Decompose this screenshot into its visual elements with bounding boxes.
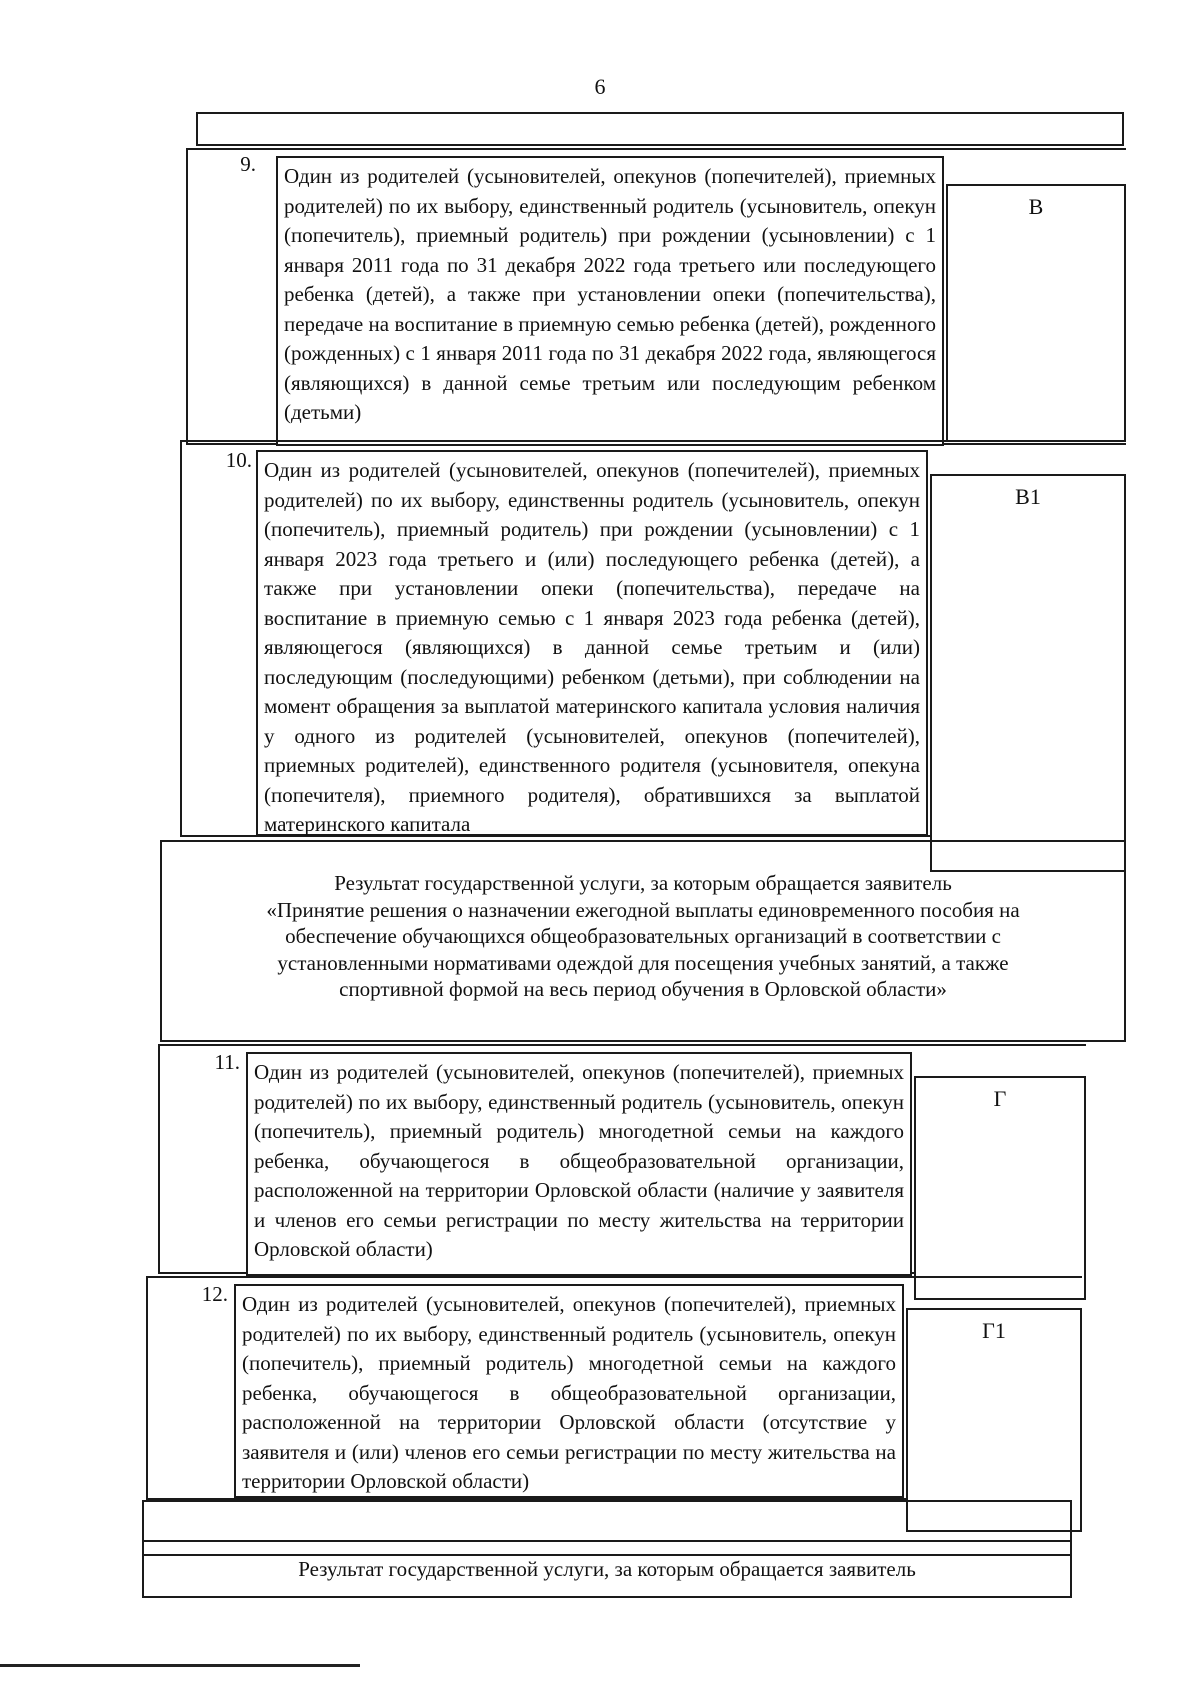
result-line: Результат государственной услуги, за которым обращается заявитель [334, 871, 952, 895]
row-number: 11. [214, 1050, 240, 1074]
page-number: 6 [594, 74, 606, 99]
row-code: Г1 [906, 1308, 1082, 1532]
footer-result-text: Результат государственной услуги, за которым обращается заявитель [298, 1557, 916, 1581]
result-line: спортивной формой на весь период обучения в Орловской области» [339, 977, 947, 1001]
service-result-block [160, 840, 1126, 1042]
result-line: обеспечение обучающихся общеобразовательных организаций в соответствии с [285, 924, 1001, 948]
scan-artifact-line [0, 1664, 360, 1667]
row-code: В1 [930, 474, 1126, 872]
row-number: 10. [225, 448, 252, 472]
row-description: Один из родителей (усыновителей, опекунов (попечителей), приемных родителей) по их выбору, единственны родитель (усыновитель, опекун (попечитель), приемный родитель) при рождении (усыновлении) с 1 января 2023 года третьего и (или) последующего ребенка (детей), а также при установлении опеки (попечительства), передаче на воспитание в приемную семью с 1 января 2023 года ребенка (детей), являющегося (являющихся) в данной семье третьим и (или) последующим (последующими) ребенком (детьми), при соблюдении на момент обращения за выплатой материнского капитала условия наличия у одного из родителей (усыновителей, опекунов (попечителей), приемных родителей), единственного родителя (усыновителя, опекуна (попечителя), приемного родителя), обратившихся за выплатой материнского капитала [256, 450, 928, 836]
row-code: В [946, 184, 1126, 442]
result-line: установленными нормативами одеждой для посещения учебных занятий, а также [277, 950, 1009, 975]
row-number: 12. [201, 1282, 228, 1306]
row-code: Г [914, 1076, 1086, 1300]
row-description: Один из родителей (усыновителей, опекунов (попечителей), приемных родителей) по их выбору, единственный родитель (усыновитель, опекун (попечитель), приемный родитель) многодетной семьи на каждого ребенка, обучающегося в общеобразовательной организации, расположенной на территории Орловской области (наличие у заявителя и членов его семьи регистрации по месту жительства на территории Орловской области) [246, 1052, 912, 1276]
result-line: «Принятие решения о назначении ежегодной выплаты единовременного пособия на [266, 897, 1020, 922]
row-number: 9. [240, 152, 256, 176]
row-description: Один из родителей (усыновителей, опекунов (попечителей), приемных родителей) по их выбору, единственный родитель (усыновитель, опекун (попечитель), приемный родитель) при рождении (усыновлении) с 1 января 2011 года по 31 декабря 2022 года третьего или последующего ребенка (детей), а также при установлении опеки (попечительства), передаче на воспитание в приемную семью ребенка (детей), рожденного (рожденных) с 1 января 2011 года по 31 декабря 2022 года, являющегося (являющихся) в данной семье третьим или последующим ребенком (детьми) [276, 156, 944, 446]
row-description: Один из родителей (усыновителей, опекунов (попечителей), приемных родителей) по их выбору, единственный родитель (усыновитель, опекун (попечитель), приемный родитель) многодетной семьи на каждого ребенка, обучающегося в общеобразовательной организации, расположенной на территории Орловской области (отсутствие у заявителя и (или) членов его семьи регистрации по месту жительства на территории Орловской области) [234, 1284, 904, 1498]
footer-result-row [142, 1540, 1072, 1598]
table-header-row [196, 112, 1124, 146]
